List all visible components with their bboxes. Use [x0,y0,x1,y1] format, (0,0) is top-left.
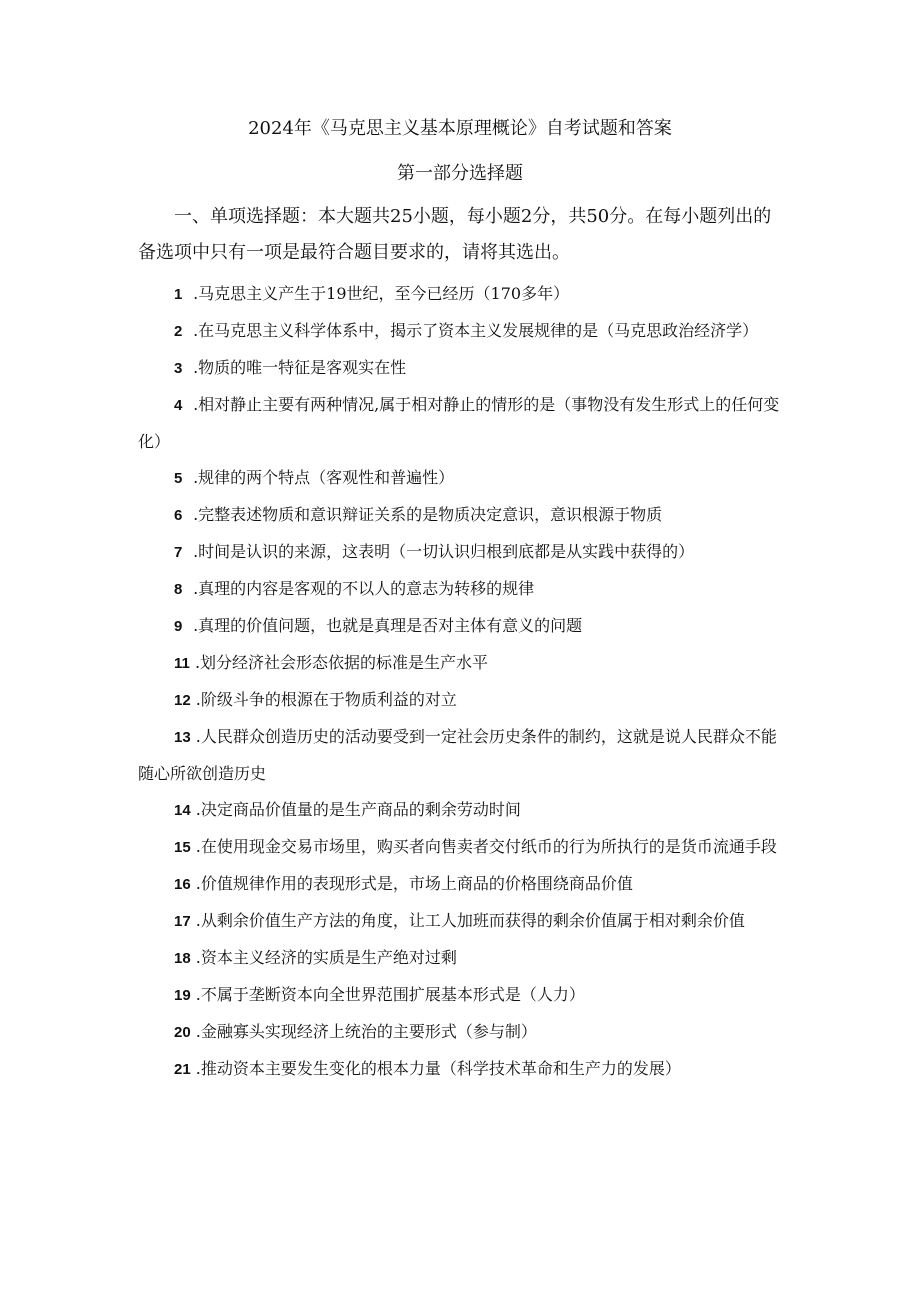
question-separator: . [190,727,201,746]
question-separator: . [190,948,201,967]
question-item [138,645,788,682]
question-separator: . [190,985,201,1004]
question-item [138,497,788,534]
question-text: 物质的唯一特征是客观实在性 [198,358,407,377]
question-separator: . [190,1022,201,1041]
question-separator: . [188,616,199,635]
question-text: 阶级斗争的根源在于物质利益的对立 [200,690,457,709]
question-item [138,1051,788,1088]
question-text: 相对静止主要有两种情况,属于相对静止的情形的是（事物没有发生形式上的任何变化） [138,395,780,451]
question-item [138,866,788,903]
question-text: 在使用现金交易市场里，购买者向售卖者交付纸币的行为所执行的是货币流通手段 [200,837,777,856]
question-number: 9 [174,618,183,635]
question-number: 18 [174,950,191,967]
question-separator: . [190,800,201,819]
question-separator: . [188,468,199,487]
question-separator: . [188,395,199,414]
question-separator: . [188,542,199,561]
question-list [138,276,788,1088]
question-text: 人民群众创造历史的活动要受到一定社会历史条件的制约，这就是说人民群众不能随心所欲创造历史 [138,727,777,783]
question-separator: . [190,1059,201,1078]
question-number: 12 [174,692,191,709]
question-text: 金融寡头实现经济上统治的主要形式（参与制） [200,1022,537,1041]
question-item [138,940,788,977]
question-item [138,460,788,497]
question-text: 规律的两个特点（客观性和普遍性） [198,468,455,487]
question-number: 8 [174,581,183,598]
question-number: 17 [174,913,191,930]
question-separator: . [188,579,199,598]
document-title: 2024年《马克思主义基本原理概论》自考试题和答案 [248,118,672,139]
question-item [138,719,788,792]
question-text: 真理的内容是客观的不以人的意志为转移的规律 [198,579,535,598]
question-number: 5 [174,470,183,487]
question-text: 划分经济社会形态依据的标准是生产水平 [200,653,489,672]
question-number: 1 [174,286,183,303]
question-item [138,977,788,1014]
question-text: 决定商品价值量的是生产商品的剩余劳动时间 [200,800,521,819]
part-title: 第一部分选择题 [397,163,523,184]
question-number: 19 [174,987,191,1004]
question-separator: . [188,284,199,303]
question-text: 资本主义经济的实质是生产绝对过剩 [200,948,457,967]
question-item [138,903,788,940]
question-separator: . [190,911,201,930]
question-separator: . [190,837,201,856]
question-text: 时间是认识的来源，这表明（一切认识归根到底都是从实践中获得的） [198,542,695,561]
question-number: 14 [174,802,191,819]
section-intro: 一、单项选择题：本大题共25小题，每小题2分，共50分。在每小题列出的备选项中只有一项是最符合题目要求的，请将其选出。 [138,206,772,263]
question-text: 推动资本主要发生变化的根本力量（科学技术革命和生产力的发展） [200,1059,681,1078]
question-separator: . [188,358,199,377]
question-text: 价值规律作用的表现形式是，市场上商品的价格围绕商品价值 [200,874,633,893]
question-item [138,682,788,719]
question-item [138,534,788,571]
question-number: 16 [174,876,191,893]
question-item [138,276,788,313]
question-number: 11 [174,655,190,672]
question-text: 完整表述物质和意识辩证关系的是物质决定意识，意识根源于物质 [198,505,663,524]
question-number: 6 [174,507,183,524]
question-number: 4 [174,397,183,414]
question-number: 20 [174,1024,191,1041]
question-number: 2 [174,323,183,340]
question-separator: . [190,690,201,709]
question-item [138,571,788,608]
question-separator: . [188,321,199,340]
question-number: 15 [174,839,191,856]
question-text: 在马克思主义科学体系中，揭示了资本主义发展规律的是（马克思政治经济学） [198,321,759,340]
question-number: 13 [174,729,191,746]
question-separator: . [190,874,201,893]
question-number: 3 [174,360,183,377]
question-item [138,792,788,829]
question-number: 21 [174,1061,191,1078]
question-item [138,350,788,387]
question-text: 真理的价值问题，也就是真理是否对主体有意义的问题 [198,616,583,635]
question-separator: . [189,653,201,672]
question-number: 7 [174,544,183,561]
question-text: 马克思主义产生于19世纪，至今已经历（170多年） [198,284,570,303]
question-text: 从剩余价值生产方法的角度，让工人加班而获得的剩余价值属于相对剩余价值 [200,911,745,930]
question-item [138,608,788,645]
question-item [138,1014,788,1051]
question-item [138,313,788,350]
question-text: 不属于垄断资本向全世界范围扩展基本形式是（人力） [200,985,585,1004]
question-item [138,829,788,866]
question-separator: . [188,505,199,524]
question-item [138,387,788,460]
